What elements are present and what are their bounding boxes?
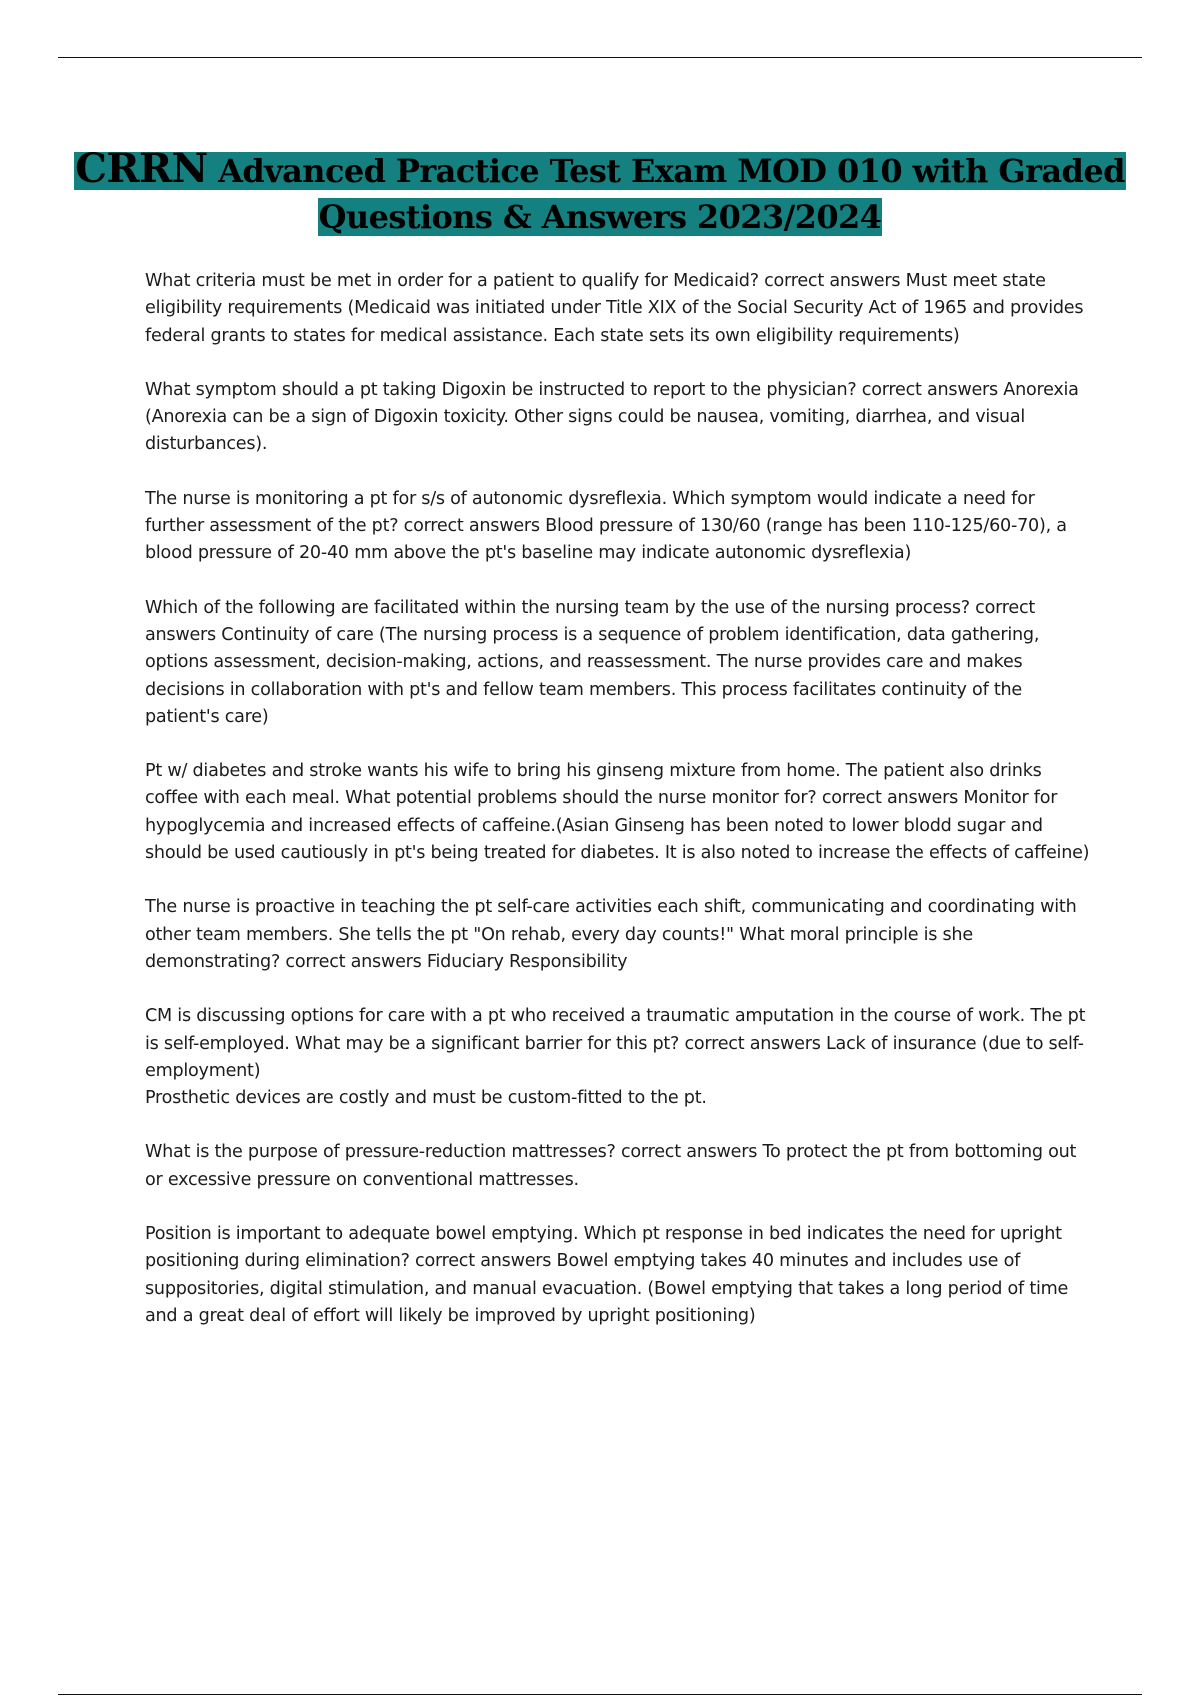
answer-text: correct answers Blood pressure of 130/60 (range has been 110-125/60-70), a blood pressure of 20-40 mm above the pt's baseline may indicate autonomic dysreflexia) (145, 516, 1067, 564)
qa-item (145, 268, 1090, 350)
question-text: Pt w/ diabetes and stroke wants his wife to bring his ginseng mixture from home. The patient also drinks coffee with each meal. What potential problems should the nurse monitor for? (145, 761, 1042, 809)
question-text: What is the purpose of pressure-reduction mattresses? (145, 1142, 616, 1163)
title-line-2: Questions & Answers 2023/2024 (318, 198, 882, 236)
qa-item (145, 1221, 1090, 1330)
qa-list (145, 268, 1090, 1357)
title-line-1 (74, 145, 1126, 192)
answer-text: correct answers Monitor for hypoglycemia and increased effects of caffeine.(Asian Ginseng has been noted to lower blodd sugar and should be used cautiously in pt's being treated for diabetes. It is also noted to increase the effects of caffeine) (145, 788, 1090, 864)
bottom-divider (58, 1694, 1142, 1695)
qa-item (145, 595, 1090, 731)
question-text: Which of the following are facilitated within the nursing team by the use of the nursing process? (145, 597, 970, 618)
qa-item (145, 894, 1090, 976)
answer-note: Prosthetic devices are costly and must be custom-fitted to the pt. (145, 1088, 707, 1109)
answer-text: correct answers Continuity of care (The nursing process is a sequence of problem identification, data gathering, options assessment, decision-making, actions, and reassessment. The nurse provides care and makes decisions in collaboration with pt's and fellow team members. This process facilitates continuity of the patient's care) (145, 597, 1040, 727)
question-text: What criteria must be met in order for a patient to qualify for Medicaid? (145, 271, 759, 291)
qa-item (145, 486, 1090, 568)
question-text: Position is important to adequate bowel emptying. Which pt response in bed indicates the need for upright positioning during elimination? (145, 1224, 1062, 1272)
answer-text: correct answers To protect the pt from bottoming out or excessive pressure on conventional mattresses. (145, 1142, 1077, 1190)
qa-item (145, 758, 1090, 867)
answer-text: correct answers Fiduciary Responsibility (280, 951, 628, 972)
document-title (0, 146, 1200, 240)
question-text: CM is discussing options for care with a pt who received a traumatic amputation in the course of work. The pt is self-employed. What may be a significant barrier for this pt? (145, 1006, 1086, 1054)
title-line-1-text: Advanced Practice Test Exam MOD 010 with Graded (207, 152, 1125, 190)
answer-text: correct answers Must meet state eligibility requirements (Medicaid was initiated under Title XIX of the Social Security Act of 1965 and provides federal grants to states for medical assistance. Each state sets its own eligibility requirements) (145, 271, 1084, 346)
title-first-word: CRRN (75, 145, 208, 192)
top-divider (58, 57, 1142, 58)
answer-text: correct answers Anorexia (Anorexia can be a sign of Digoxin toxicity. Other signs could be nausea, vomiting, diarrhea, and visual disturbances). (145, 379, 1079, 455)
answer-text: correct answers Lack of insurance (due to self-employment) (145, 1033, 1084, 1081)
qa-item (145, 1139, 1090, 1194)
qa-item (145, 377, 1090, 459)
question-text: The nurse is proactive in teaching the pt self-care activities each shift, communicating and coordinating with other team members. She tells the pt "On rehab, every day counts!" What moral principle is she demonstrating? (145, 897, 1077, 972)
question-text: What symptom should a pt taking Digoxin be instructed to report to the physician? (145, 379, 857, 400)
answer-text: correct answers Bowel emptying takes 40 minutes and includes use of suppositories, digital stimulation, and manual evacuation. (Bowel emptying that takes a long period of time and a great deal of effort will likely be improved by upright positioning) (145, 1251, 1069, 1326)
qa-item (145, 1003, 1090, 1112)
question-text: The nurse is monitoring a pt for s/s of autonomic dysreflexia. Which symptom would indicate a need for further assessment of the pt? (145, 488, 1035, 537)
